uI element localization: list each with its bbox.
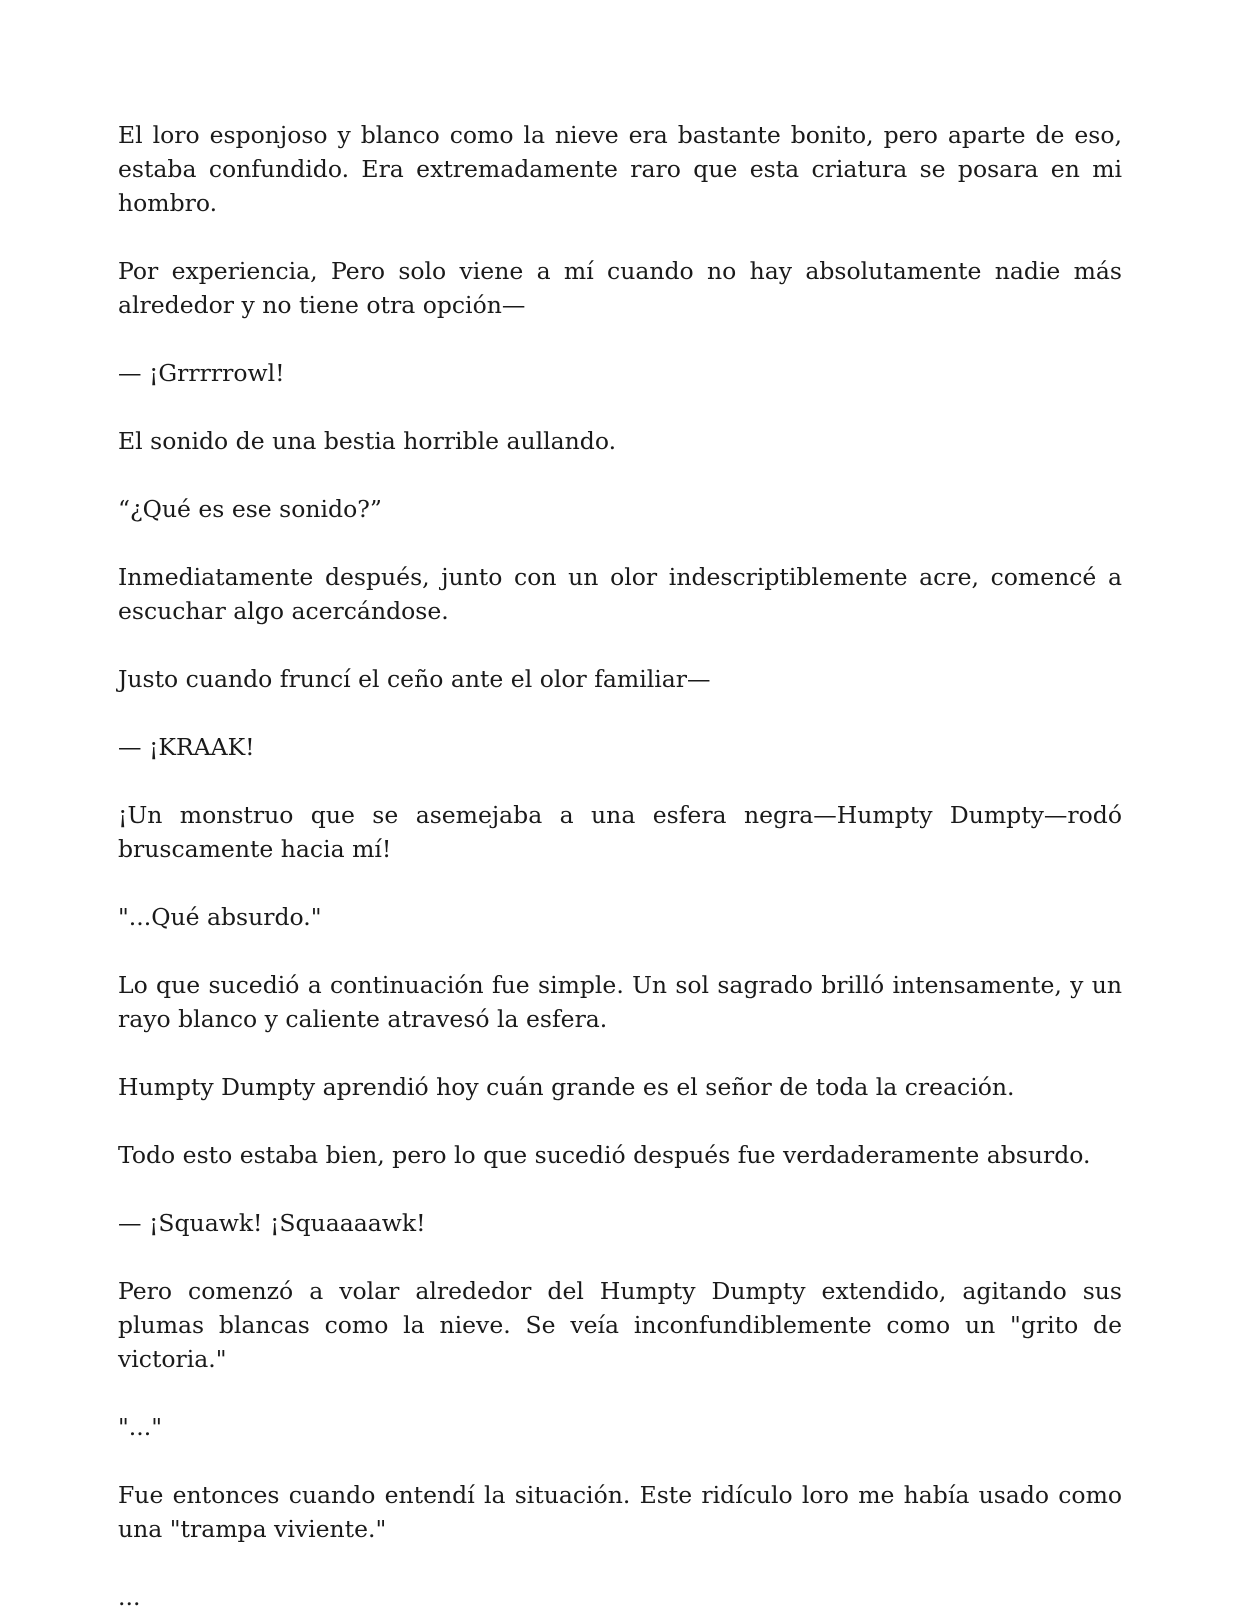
paragraph-monster: ¡Un monstruo que se asemejaba a una esfera negra—Humpty Dumpty—rodó bruscamente hacia mí! [118, 801, 1122, 863]
paragraph-squawk: — ¡Squawk! ¡Squaaaawk! [118, 1209, 426, 1237]
paragraph-experience: Por experiencia, Pero solo viene a mí cuando no hay absolutamente nadie más alrededor y no tiene otra opción— [118, 257, 1122, 319]
paragraph-smell: Inmediatamente después, junto con un olor indescriptiblemente acre, comencé a escuchar algo acercándose. [118, 563, 1122, 625]
paragraph-beast-sound: El sonido de una bestia horrible aullando. [118, 427, 617, 455]
paragraph-ellipsis-quote: "..." [118, 1413, 163, 1441]
paragraph-victory: Pero comenzó a volar alrededor del Humpty Dumpty extendido, agitando sus plumas blancas como la nieve. Se veía inconfundiblemente como un "grito de victoria." [118, 1277, 1122, 1373]
paragraph-truly-absurd: Todo esto estaba bien, pero lo que sucedió después fue verdaderamente absurdo. [118, 1141, 1091, 1169]
paragraph-kraak: — ¡KRAAK! [118, 733, 255, 761]
paragraph-frown: Justo cuando fruncí el ceño ante el olor familiar— [118, 665, 711, 693]
paragraph-sacred-sun: Lo que sucedió a continuación fue simple. Un sol sagrado brilló intensamente, y un rayo blanco y caliente atravesó la esfera. [118, 971, 1122, 1033]
paragraph-living-trap: Fue entonces cuando entendí la situación. Este ridículo loro me había usado como una "trampa viviente." [118, 1481, 1122, 1543]
paragraph-absurd: "...Qué absurdo." [118, 903, 322, 931]
paragraph-growl: — ¡Grrrrrowl! [118, 359, 285, 387]
paragraph-humpty-learned: Humpty Dumpty aprendió hoy cuán grande es el señor de toda la creación. [118, 1073, 1015, 1101]
paragraph-question: “¿Qué es ese sonido?” [118, 495, 382, 523]
paragraph-ellipsis: ... [118, 1583, 141, 1611]
document-page [118, 118, 1122, 1614]
paragraph-parrot-description: El loro esponjoso y blanco como la nieve era bastante bonito, pero aparte de eso, estaba confundido. Era extremadamente raro que esta criatura se posara en mi hombro. [118, 121, 1122, 217]
